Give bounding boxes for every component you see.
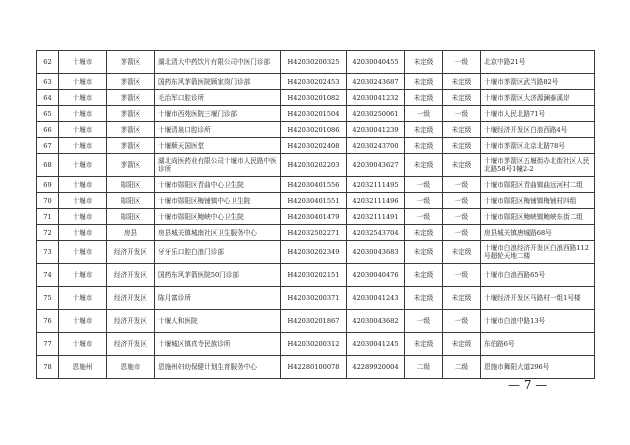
grade-cell: 一级 bbox=[443, 177, 481, 193]
institution-code-cell: H42030201504 bbox=[281, 106, 347, 122]
row-number-cell: 74 bbox=[37, 264, 59, 287]
district-cell: 经济开发区 bbox=[107, 333, 155, 356]
registration-code-cell: 42030041239 bbox=[347, 122, 405, 138]
institution-name-cell: 房县城关镇城南社区卫生服务中心 bbox=[155, 225, 281, 241]
level-cell: 一级 bbox=[405, 106, 443, 122]
address-cell: 北京中路21号 bbox=[481, 51, 595, 74]
city-cell: 十堰市 bbox=[59, 225, 107, 241]
city-cell: 十堰市 bbox=[59, 193, 107, 209]
institution-code-cell: H42030202203 bbox=[281, 154, 347, 177]
row-number-cell: 64 bbox=[37, 90, 59, 106]
level-cell: 未定级 bbox=[405, 241, 443, 264]
city-cell: 十堰市 bbox=[59, 122, 107, 138]
city-cell: 十堰市 bbox=[59, 310, 107, 333]
grade-cell: 未定级 bbox=[443, 333, 481, 356]
institution-code-cell: H42030202151 bbox=[281, 264, 347, 287]
table-row bbox=[37, 209, 595, 225]
registration-code-cell: 42030043683 bbox=[347, 241, 405, 264]
district-cell: 茅箭区 bbox=[107, 122, 155, 138]
district-cell: 茅箭区 bbox=[107, 90, 155, 106]
registration-code-cell: 42030243687 bbox=[347, 74, 405, 90]
institution-name-cell: 毛治军口腔诊所 bbox=[155, 90, 281, 106]
institution-code-cell: H42030200371 bbox=[281, 287, 347, 310]
table-row bbox=[37, 74, 595, 90]
grade-cell: 未定级 bbox=[443, 241, 481, 264]
city-cell: 十堰市 bbox=[59, 90, 107, 106]
institution-name-cell: 十堰市郧阳区鲍峡中心卫生院 bbox=[155, 209, 281, 225]
city-cell: 十堰市 bbox=[59, 209, 107, 225]
registration-code-cell: 42032111491 bbox=[347, 209, 405, 225]
registration-code-cell: 42032111496 bbox=[347, 193, 405, 209]
row-number-cell: 68 bbox=[37, 154, 59, 177]
district-cell: 茅箭区 bbox=[107, 74, 155, 90]
grade-cell: 一级 bbox=[443, 310, 481, 333]
registration-code-cell: 42030243700 bbox=[347, 138, 405, 154]
institution-name-cell: 湖北清大中药饮片有限公司中医门诊部 bbox=[155, 51, 281, 74]
institution-name-cell: 牙牙乐口腔白浪门诊部 bbox=[155, 241, 281, 264]
registration-code-cell: 42289920004 bbox=[347, 356, 405, 379]
city-cell: 十堰市 bbox=[59, 154, 107, 177]
registration-code-cell: 42030043627 bbox=[347, 154, 405, 177]
institution-name-cell: 国药东风茅箭医院顾家岗门诊部 bbox=[155, 74, 281, 90]
grade-cell: 未定级 bbox=[443, 138, 481, 154]
institution-code-cell: H42030201082 bbox=[281, 90, 347, 106]
institution-code-cell: H42030202349 bbox=[281, 241, 347, 264]
address-cell: 十堰市茅箭区北京北路78号 bbox=[481, 138, 595, 154]
district-cell: 茅箭区 bbox=[107, 51, 155, 74]
grade-cell: 未定级 bbox=[443, 154, 481, 177]
table-row bbox=[37, 90, 595, 106]
district-cell: 郧阳区 bbox=[107, 193, 155, 209]
page-number: — 7 — bbox=[508, 378, 548, 392]
row-number-cell: 67 bbox=[37, 138, 59, 154]
city-cell: 十堰市 bbox=[59, 74, 107, 90]
table-row bbox=[37, 154, 595, 177]
row-number-cell: 70 bbox=[37, 193, 59, 209]
city-cell: 十堰市 bbox=[59, 333, 107, 356]
row-number-cell: 66 bbox=[37, 122, 59, 138]
address-cell: 十堰市白浪西路65号 bbox=[481, 264, 595, 287]
table-row bbox=[37, 177, 595, 193]
district-cell: 茅箭区 bbox=[107, 106, 155, 122]
registration-code-cell: 42030040476 bbox=[347, 264, 405, 287]
row-number-cell: 65 bbox=[37, 106, 59, 122]
grade-cell: 一级 bbox=[443, 264, 481, 287]
address-cell: 十堰经济开发区白浪西路4号 bbox=[481, 122, 595, 138]
level-cell: 未定级 bbox=[405, 225, 443, 241]
district-cell: 房县 bbox=[107, 225, 155, 241]
institution-name-cell: 陈月富诊所 bbox=[155, 287, 281, 310]
table-row bbox=[37, 122, 595, 138]
address-cell: 十堰市郧阳区梅铺镇梅铺村四组 bbox=[481, 193, 595, 209]
city-cell: 十堰市 bbox=[59, 51, 107, 74]
institution-code-cell: H42030401479 bbox=[281, 209, 347, 225]
registration-code-cell: 42030040455 bbox=[347, 51, 405, 74]
institution-name-cell: 十堰清泉口腔诊所 bbox=[155, 122, 281, 138]
table-row bbox=[37, 106, 595, 122]
address-cell: 十堰市人民北路71号 bbox=[481, 106, 595, 122]
address-cell: 十堰市郧阳区青曲镇曲远河村二组 bbox=[481, 177, 595, 193]
table-row bbox=[37, 138, 595, 154]
registration-code-cell: 42032543704 bbox=[347, 225, 405, 241]
city-cell: 恩施州 bbox=[59, 356, 107, 379]
institution-name-cell: 十堰顺天国医堂 bbox=[155, 138, 281, 154]
registration-code-cell: 42030041243 bbox=[347, 287, 405, 310]
grade-cell: 未定级 bbox=[443, 90, 481, 106]
grade-cell: 一级 bbox=[443, 106, 481, 122]
registration-code-cell: 42030041232 bbox=[347, 90, 405, 106]
institution-code-cell: H42030201867 bbox=[281, 310, 347, 333]
row-number-cell: 76 bbox=[37, 310, 59, 333]
grade-cell: 一级 bbox=[443, 209, 481, 225]
institution-code-cell: H42030202453 bbox=[281, 74, 347, 90]
institution-code-cell: H42030202408 bbox=[281, 138, 347, 154]
district-cell: 郧阳区 bbox=[107, 177, 155, 193]
district-cell: 恩施市 bbox=[107, 356, 155, 379]
district-cell: 经济开发区 bbox=[107, 241, 155, 264]
table-row bbox=[37, 356, 595, 379]
district-cell: 经济开发区 bbox=[107, 287, 155, 310]
level-cell: 未定级 bbox=[405, 333, 443, 356]
address-cell: 十堰经济开发区马路村一组1号楼 bbox=[481, 287, 595, 310]
institution-code-cell: H42032502271 bbox=[281, 225, 347, 241]
institution-name-cell: 十堰人和医院 bbox=[155, 310, 281, 333]
level-cell: 一级 bbox=[405, 310, 443, 333]
level-cell: 一级 bbox=[405, 209, 443, 225]
institution-code-cell: H42030401551 bbox=[281, 193, 347, 209]
city-cell: 十堰市 bbox=[59, 138, 107, 154]
table-body bbox=[37, 51, 595, 379]
registration-code-cell: 42030043682 bbox=[347, 310, 405, 333]
grade-cell: 未定级 bbox=[443, 74, 481, 90]
city-cell: 十堰市 bbox=[59, 264, 107, 287]
institution-name-cell: 国药东风茅箭医院50门诊部 bbox=[155, 264, 281, 287]
table-row bbox=[37, 193, 595, 209]
address-cell: 十堰市茅箭区大济源澜泰溪岸 bbox=[481, 90, 595, 106]
city-cell: 十堰市 bbox=[59, 287, 107, 310]
level-cell: 未定级 bbox=[405, 154, 443, 177]
grade-cell: 一级 bbox=[443, 51, 481, 74]
institution-name-cell: 十堰市郧阳区青曲中心卫生院 bbox=[155, 177, 281, 193]
level-cell: 一级 bbox=[405, 177, 443, 193]
row-number-cell: 69 bbox=[37, 177, 59, 193]
level-cell: 未定级 bbox=[405, 51, 443, 74]
city-cell: 十堰市 bbox=[59, 106, 107, 122]
institution-code-cell: H42030200325 bbox=[281, 51, 347, 74]
district-cell: 经济开发区 bbox=[107, 264, 155, 287]
grade-cell: 一级 bbox=[443, 225, 481, 241]
grade-cell: 二级 bbox=[443, 356, 481, 379]
institution-table bbox=[36, 50, 595, 379]
level-cell: 未定级 bbox=[405, 122, 443, 138]
institution-code-cell: H42280100078 bbox=[281, 356, 347, 379]
institution-code-cell: H42030401556 bbox=[281, 177, 347, 193]
level-cell: 未定级 bbox=[405, 287, 443, 310]
district-cell: 茅箭区 bbox=[107, 154, 155, 177]
table-row bbox=[37, 333, 595, 356]
row-number-cell: 62 bbox=[37, 51, 59, 74]
row-number-cell: 71 bbox=[37, 209, 59, 225]
address-cell: 十堰市茅箭区武当路82号 bbox=[481, 74, 595, 90]
institution-name-cell: 十堰城区镇真寺民族诊所 bbox=[155, 333, 281, 356]
address-cell: 东伯路6号 bbox=[481, 333, 595, 356]
district-cell: 茅箭区 bbox=[107, 138, 155, 154]
registration-code-cell: 42030250061 bbox=[347, 106, 405, 122]
registration-code-cell: 42030041245 bbox=[347, 333, 405, 356]
institution-name-cell: 恩施州妇幼保健计划生育服务中心 bbox=[155, 356, 281, 379]
table-row bbox=[37, 287, 595, 310]
address-cell: 房县城关镇唐城路68号 bbox=[481, 225, 595, 241]
institution-name-cell: 十堰市西苑医院三堰门诊部 bbox=[155, 106, 281, 122]
level-cell: 未定级 bbox=[405, 264, 443, 287]
address-cell: 恩施市舞阳大道296号 bbox=[481, 356, 595, 379]
address-cell: 十堰市白浪经济开发区白浪西路112号超轮天地二楼 bbox=[481, 241, 595, 264]
district-cell: 郧阳区 bbox=[107, 209, 155, 225]
institution-code-cell: H42030200312 bbox=[281, 333, 347, 356]
address-cell: 十堰市郧阳区鲍峡镇鲍峡东街二组 bbox=[481, 209, 595, 225]
level-cell: 未定级 bbox=[405, 138, 443, 154]
grade-cell: 未定级 bbox=[443, 287, 481, 310]
table-row bbox=[37, 310, 595, 333]
grade-cell: 一级 bbox=[443, 193, 481, 209]
document-table-area bbox=[36, 50, 594, 379]
address-cell: 十堰市茅箭区五堰街办北街社区人民北路58号1幢2-2 bbox=[481, 154, 595, 177]
table-row bbox=[37, 241, 595, 264]
row-number-cell: 72 bbox=[37, 225, 59, 241]
table-row bbox=[37, 264, 595, 287]
row-number-cell: 78 bbox=[37, 356, 59, 379]
district-cell: 经济开发区 bbox=[107, 310, 155, 333]
city-cell: 十堰市 bbox=[59, 177, 107, 193]
city-cell: 十堰市 bbox=[59, 241, 107, 264]
row-number-cell: 77 bbox=[37, 333, 59, 356]
level-cell: 二级 bbox=[405, 356, 443, 379]
row-number-cell: 63 bbox=[37, 74, 59, 90]
grade-cell: 未定级 bbox=[443, 122, 481, 138]
level-cell: 未定级 bbox=[405, 90, 443, 106]
table-row bbox=[37, 225, 595, 241]
level-cell: 一级 bbox=[405, 193, 443, 209]
institution-code-cell: H42030201086 bbox=[281, 122, 347, 138]
level-cell: 未定级 bbox=[405, 74, 443, 90]
registration-code-cell: 42032111495 bbox=[347, 177, 405, 193]
address-cell: 十堰市白浪中路13号 bbox=[481, 310, 595, 333]
table-row bbox=[37, 51, 595, 74]
row-number-cell: 75 bbox=[37, 287, 59, 310]
institution-name-cell: 湖北尚医药业有限公司十堰市人民路中医诊所 bbox=[155, 154, 281, 177]
row-number-cell: 73 bbox=[37, 241, 59, 264]
institution-name-cell: 十堰市郧阳区梅铺镇中心卫生院 bbox=[155, 193, 281, 209]
